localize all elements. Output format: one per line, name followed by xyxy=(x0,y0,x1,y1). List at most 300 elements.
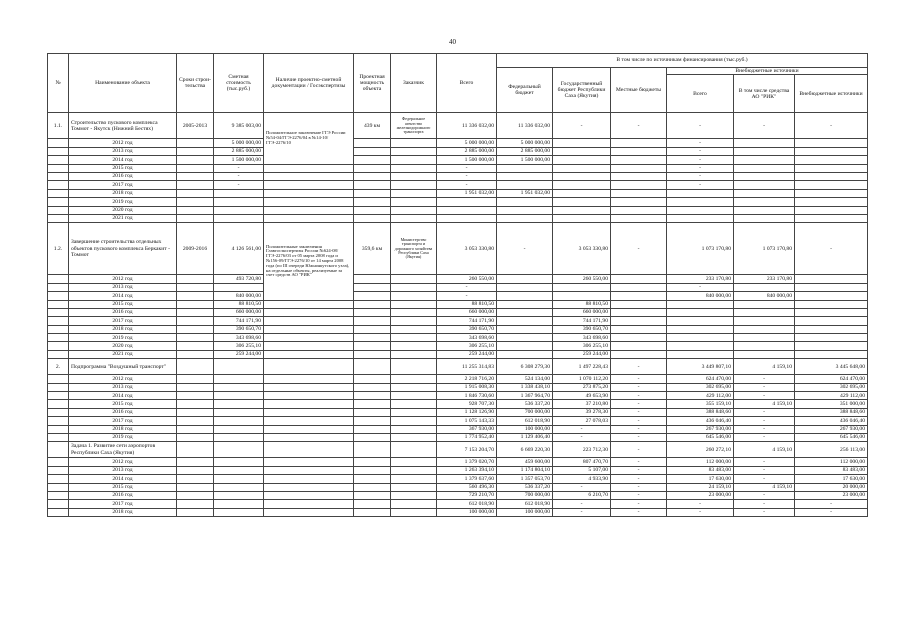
year-cost: - xyxy=(214,181,264,189)
col-terms: Сроки строи-тельства xyxy=(177,54,214,113)
year-federal: 2 885 000,00 xyxy=(497,147,553,155)
section-total: 7 153 204,70 xyxy=(437,442,497,458)
project-ob_rzd: - xyxy=(734,113,795,139)
section-num xyxy=(48,442,69,458)
year-ob_total: 267 930,00 xyxy=(667,425,734,433)
year-total: 660 000,00 xyxy=(437,308,497,316)
blank-cell xyxy=(177,425,214,433)
blank-cell xyxy=(264,164,354,172)
blank-cell xyxy=(354,400,391,408)
project-federal: - xyxy=(497,223,553,275)
blank-cell xyxy=(177,300,214,308)
year-label: 2017 год xyxy=(69,317,177,325)
blank-cell xyxy=(48,458,69,466)
blank-cell xyxy=(214,491,264,499)
col-sources: В том числе по источникам финансирования (тыс.руб.) xyxy=(497,54,868,68)
project-total: 3 053 330,80 xyxy=(437,223,497,275)
year-label: 2019 год xyxy=(69,433,177,441)
year-label: 2014 год xyxy=(69,475,177,483)
year-cost: 5 000 000,00 xyxy=(214,139,264,147)
year-total: - xyxy=(437,283,497,291)
blank-cell xyxy=(264,308,354,316)
year-label: 2012 год xyxy=(69,275,177,283)
blank-cell xyxy=(48,425,69,433)
blank-cell xyxy=(391,164,437,172)
year-row xyxy=(48,500,868,508)
year-cost: 306 255,10 xyxy=(214,342,264,350)
year-ob_rzd xyxy=(734,147,795,155)
year-federal xyxy=(497,172,553,180)
blank-cell xyxy=(48,172,69,180)
blank-cell xyxy=(264,300,354,308)
year-label: 2015 год xyxy=(69,483,177,491)
year-row xyxy=(48,475,868,483)
blank-cell xyxy=(177,164,214,172)
project-num: 1.2. xyxy=(48,223,69,275)
year-ob_other: 17 630,00 xyxy=(795,475,868,483)
blank-cell xyxy=(177,433,214,441)
year-ob_total xyxy=(667,189,734,197)
year-ob_total: 436 046,40 xyxy=(667,417,734,425)
year-ob_other xyxy=(795,156,868,164)
year-federal xyxy=(497,198,553,206)
year-ob_total xyxy=(667,342,734,350)
year-ob_rzd xyxy=(734,181,795,189)
year-total: 367 930,00 xyxy=(437,425,497,433)
section-row xyxy=(48,442,868,458)
blank-cell xyxy=(354,283,391,291)
year-cost: 2 885 000,00 xyxy=(214,147,264,155)
blank-cell xyxy=(48,508,69,516)
year-row xyxy=(48,317,868,325)
blank-cell xyxy=(391,491,437,499)
year-local xyxy=(611,156,667,164)
year-label: 2012 год xyxy=(69,458,177,466)
year-total: 2 218 716,20 xyxy=(437,375,497,383)
year-local: - xyxy=(611,500,667,508)
year-cost: 1 500 000,00 xyxy=(214,156,264,164)
year-state xyxy=(553,172,611,180)
table-body xyxy=(48,113,868,517)
blank-cell xyxy=(264,172,354,180)
year-ob_other: 302 695,00 xyxy=(795,383,868,391)
blank-cell xyxy=(214,500,264,508)
year-federal: 459 600,00 xyxy=(497,458,553,466)
year-ob_other: 645 546,00 xyxy=(795,433,868,441)
blank-cell xyxy=(48,147,69,155)
project-customer: Федеральное агентство железнодорожного транспорта xyxy=(391,113,437,139)
year-cost: 660 000,00 xyxy=(214,308,264,316)
year-federal xyxy=(497,292,553,300)
year-total: 2 885 000,00 xyxy=(437,147,497,155)
year-label: 2015 год xyxy=(69,300,177,308)
year-federal xyxy=(497,342,553,350)
year-row xyxy=(48,417,868,425)
year-row xyxy=(48,139,868,147)
year-row xyxy=(48,483,868,491)
blank-cell xyxy=(391,433,437,441)
year-row xyxy=(48,392,868,400)
section-row xyxy=(48,359,868,375)
year-local: - xyxy=(611,417,667,425)
year-total: 260 550,00 xyxy=(437,275,497,283)
year-total xyxy=(437,198,497,206)
blank-cell xyxy=(354,164,391,172)
year-federal: 612 018,90 xyxy=(497,500,553,508)
blank-cell xyxy=(177,417,214,425)
year-total: 306 255,10 xyxy=(437,342,497,350)
project-local: - xyxy=(611,223,667,275)
blank-cell xyxy=(264,181,354,189)
year-ob_other xyxy=(795,325,868,333)
project-ob_total: 1 073 170,80 xyxy=(667,223,734,275)
year-label: 2020 год xyxy=(69,342,177,350)
year-federal: 100 000,00 xyxy=(497,508,553,516)
year-federal xyxy=(497,308,553,316)
year-label: 2016 год xyxy=(69,172,177,180)
blank-cell xyxy=(214,400,264,408)
year-ob_total: 23 000,00 xyxy=(667,491,734,499)
year-ob_other xyxy=(795,214,868,222)
year-local xyxy=(611,334,667,342)
section-ob_other: 3 445 648,00 xyxy=(795,359,868,375)
blank-cell xyxy=(177,189,214,197)
year-ob_rzd xyxy=(734,350,795,358)
year-local xyxy=(611,164,667,172)
year-total: 612 018,90 xyxy=(437,500,497,508)
year-local xyxy=(611,214,667,222)
blank-cell xyxy=(214,408,264,416)
year-federal xyxy=(497,164,553,172)
year-federal: 1 951 032,00 xyxy=(497,189,553,197)
blank-cell xyxy=(177,466,214,474)
year-ob_rzd xyxy=(734,300,795,308)
year-label: 2017 год xyxy=(69,500,177,508)
year-cost: 88 810,50 xyxy=(214,300,264,308)
year-row xyxy=(48,425,868,433)
blank-cell xyxy=(48,408,69,416)
blank-cell xyxy=(354,172,391,180)
blank-cell xyxy=(391,350,437,358)
blank-cell xyxy=(264,442,354,458)
year-local xyxy=(611,317,667,325)
year-local: - xyxy=(611,400,667,408)
blank-cell xyxy=(214,383,264,391)
project-ob_other: - xyxy=(795,223,868,275)
year-total: 729 210,70 xyxy=(437,491,497,499)
blank-cell xyxy=(354,325,391,333)
blank-cell xyxy=(391,383,437,391)
blank-cell xyxy=(177,283,214,291)
year-total xyxy=(437,206,497,214)
year-ob_rzd xyxy=(734,172,795,180)
year-label: 2018 год xyxy=(69,325,177,333)
year-local xyxy=(611,189,667,197)
year-total: - xyxy=(437,172,497,180)
blank-cell xyxy=(264,317,354,325)
blank-cell xyxy=(391,275,437,283)
blank-cell xyxy=(264,475,354,483)
project-row xyxy=(48,223,868,275)
year-row xyxy=(48,206,868,214)
project-docs: Положительные заключения Главгосэкспертизы России №624-08/ГГЭ-2276/03 от 05 марта 2008 года и №156-09/ГГЭ-2276/10 от 14 марта 2008 года (по III очереди Южноякутского узла), на отдельные объекты, реализуемые за счет средств АО "РИК" xyxy=(264,223,354,300)
project-docs: Положительное заключение ГГЭ России №54-04/ГГЭ-2276/04 в №14-10/ГГЭ-2276/10 xyxy=(264,113,354,164)
section-federal: 6 308 279,30 xyxy=(497,359,553,375)
year-ob_other xyxy=(795,181,868,189)
year-row xyxy=(48,458,868,466)
blank-cell xyxy=(264,408,354,416)
blank-cell xyxy=(48,156,69,164)
section-state: 223 712,30 xyxy=(553,442,611,458)
year-ob_rzd xyxy=(734,308,795,316)
year-row xyxy=(48,334,868,342)
section-num: 2. xyxy=(48,359,69,375)
year-row xyxy=(48,275,868,283)
year-state: 5 107,00 xyxy=(553,466,611,474)
blank-cell xyxy=(391,156,437,164)
blank-cell xyxy=(214,433,264,441)
blank-cell xyxy=(391,342,437,350)
year-ob_other xyxy=(795,189,868,197)
year-row xyxy=(48,491,868,499)
year-local xyxy=(611,292,667,300)
blank-cell xyxy=(264,458,354,466)
project-total: 11 336 032,00 xyxy=(437,113,497,139)
blank-cell xyxy=(264,392,354,400)
year-ob_total: - xyxy=(667,283,734,291)
blank-cell xyxy=(391,189,437,197)
project-cost: 4 126 561,00 xyxy=(214,223,264,275)
project-capacity: 439 км xyxy=(354,113,391,139)
year-ob_other xyxy=(795,198,868,206)
year-ob_rzd: - xyxy=(734,375,795,383)
col-local: Местные бюджеты xyxy=(611,68,667,113)
blank-cell xyxy=(214,458,264,466)
year-federal xyxy=(497,206,553,214)
year-ob_other xyxy=(795,139,868,147)
year-state: - xyxy=(553,500,611,508)
year-row xyxy=(48,400,868,408)
year-cost: - xyxy=(214,164,264,172)
year-state: 660 000,00 xyxy=(553,308,611,316)
blank-cell xyxy=(354,442,391,458)
year-ob_rzd xyxy=(734,334,795,342)
year-local xyxy=(611,206,667,214)
section-name: Подпрограмма "Воздушный транспорт" xyxy=(69,359,177,375)
blank-cell xyxy=(177,475,214,483)
blank-cell xyxy=(391,408,437,416)
year-state xyxy=(553,214,611,222)
blank-cell xyxy=(264,325,354,333)
year-label: 2019 год xyxy=(69,334,177,342)
blank-cell xyxy=(214,375,264,383)
blank-cell xyxy=(354,359,391,375)
year-label: 2013 год xyxy=(69,147,177,155)
financing-table xyxy=(47,53,868,517)
blank-cell xyxy=(354,198,391,206)
year-label: 2014 год xyxy=(69,392,177,400)
year-total: 1 075 143,33 xyxy=(437,417,497,425)
year-label: 2014 год xyxy=(69,156,177,164)
year-ob_total: - xyxy=(667,500,734,508)
blank-cell xyxy=(354,300,391,308)
year-label: 2018 год xyxy=(69,425,177,433)
blank-cell xyxy=(48,342,69,350)
year-total: 1 379 020,70 xyxy=(437,458,497,466)
year-federal xyxy=(497,325,553,333)
year-state xyxy=(553,283,611,291)
year-total xyxy=(437,214,497,222)
year-ob_total xyxy=(667,206,734,214)
blank-cell xyxy=(391,308,437,316)
year-total: 259 244,00 xyxy=(437,350,497,358)
year-ob_rzd: - xyxy=(734,508,795,516)
table-header xyxy=(48,54,868,113)
blank-cell xyxy=(391,181,437,189)
year-ob_other: 624 470,00 xyxy=(795,375,868,383)
year-state xyxy=(553,139,611,147)
year-ob_total: - xyxy=(667,139,734,147)
blank-cell xyxy=(391,198,437,206)
year-row xyxy=(48,283,868,291)
year-state: 1 070 112,20 xyxy=(553,375,611,383)
year-ob_other xyxy=(795,283,868,291)
blank-cell xyxy=(391,292,437,300)
year-local: - xyxy=(611,433,667,441)
year-ob_total: 429 112,00 xyxy=(667,392,734,400)
blank-cell xyxy=(48,300,69,308)
year-federal xyxy=(497,317,553,325)
section-state: 1 497 228,43 xyxy=(553,359,611,375)
year-total: - xyxy=(437,181,497,189)
project-local: - xyxy=(611,113,667,139)
blank-cell xyxy=(391,392,437,400)
year-ob_other xyxy=(795,317,868,325)
blank-cell xyxy=(214,359,264,375)
blank-cell xyxy=(391,458,437,466)
year-label: 2017 год xyxy=(69,181,177,189)
year-ob_total xyxy=(667,350,734,358)
year-total: - xyxy=(437,164,497,172)
year-ob_total: - xyxy=(667,164,734,172)
section-ob_rzd: 4 159,10 xyxy=(734,442,795,458)
year-ob_total xyxy=(667,214,734,222)
year-state: 260 550,00 xyxy=(553,275,611,283)
blank-cell xyxy=(391,283,437,291)
year-federal: 1 357 053,70 xyxy=(497,475,553,483)
blank-cell xyxy=(48,483,69,491)
blank-cell xyxy=(391,508,437,516)
year-total: - xyxy=(437,292,497,300)
blank-cell xyxy=(48,181,69,189)
year-ob_rzd: - xyxy=(734,383,795,391)
year-ob_other: 429 112,00 xyxy=(795,392,868,400)
year-label: 2015 год xyxy=(69,400,177,408)
year-federal: 1 174 804,10 xyxy=(497,466,553,474)
year-row xyxy=(48,408,868,416)
year-federal: 536 337,20 xyxy=(497,400,553,408)
year-ob_other xyxy=(795,172,868,180)
year-cost xyxy=(214,189,264,197)
year-ob_total xyxy=(667,317,734,325)
blank-cell xyxy=(354,433,391,441)
blank-cell xyxy=(177,214,214,222)
blank-cell xyxy=(214,475,264,483)
project-ob_total: - xyxy=(667,113,734,139)
year-state: 343 698,60 xyxy=(553,334,611,342)
year-label: 2012 год xyxy=(69,375,177,383)
year-total: 343 698,60 xyxy=(437,334,497,342)
blank-cell xyxy=(214,425,264,433)
year-local: - xyxy=(611,375,667,383)
blank-cell xyxy=(48,466,69,474)
year-cost xyxy=(214,283,264,291)
year-row xyxy=(48,466,868,474)
year-ob_total: - xyxy=(667,156,734,164)
year-total: 1 500 000,00 xyxy=(437,156,497,164)
year-ob_total: 388 848,60 xyxy=(667,408,734,416)
blank-cell xyxy=(214,417,264,425)
year-total: 1 951 032,00 xyxy=(437,189,497,197)
project-row xyxy=(48,113,868,139)
blank-cell xyxy=(391,483,437,491)
year-total: 560 496,30 xyxy=(437,483,497,491)
year-ob_other xyxy=(795,350,868,358)
year-ob_rzd xyxy=(734,156,795,164)
blank-cell xyxy=(48,275,69,283)
year-label: 2016 год xyxy=(69,308,177,316)
blank-cell xyxy=(354,139,391,147)
blank-cell xyxy=(177,500,214,508)
year-ob_rzd: - xyxy=(734,491,795,499)
blank-cell xyxy=(354,375,391,383)
blank-cell xyxy=(48,392,69,400)
year-ob_other xyxy=(795,164,868,172)
section-local: - xyxy=(611,359,667,375)
year-row xyxy=(48,375,868,383)
year-row xyxy=(48,156,868,164)
year-ob_rzd: - xyxy=(734,475,795,483)
year-ob_other: 436 046,40 xyxy=(795,417,868,425)
year-ob_other xyxy=(795,275,868,283)
year-local: - xyxy=(611,425,667,433)
blank-cell xyxy=(391,325,437,333)
year-ob_rzd: 840 000,00 xyxy=(734,292,795,300)
blank-cell xyxy=(48,164,69,172)
year-ob_rzd: - xyxy=(734,458,795,466)
year-total: 928 707,30 xyxy=(437,400,497,408)
year-ob_rzd: - xyxy=(734,417,795,425)
section-local: - xyxy=(611,442,667,458)
year-local xyxy=(611,139,667,147)
year-federal: 100 000,00 xyxy=(497,425,553,433)
blank-cell xyxy=(264,508,354,516)
col-federal: Федеральный бюджет xyxy=(497,68,553,113)
year-label: 2020 год xyxy=(69,206,177,214)
col-cost: Сметная стоимость (тыс.руб.) xyxy=(214,54,264,113)
blank-cell xyxy=(177,139,214,147)
year-state: 259 244,00 xyxy=(553,350,611,358)
blank-cell xyxy=(48,383,69,391)
blank-cell xyxy=(177,198,214,206)
blank-cell xyxy=(354,425,391,433)
blank-cell xyxy=(177,350,214,358)
year-ob_rzd xyxy=(734,325,795,333)
year-label: 2016 год xyxy=(69,408,177,416)
blank-cell xyxy=(354,334,391,342)
project-federal: 11 336 032,00 xyxy=(497,113,553,139)
blank-cell xyxy=(48,491,69,499)
